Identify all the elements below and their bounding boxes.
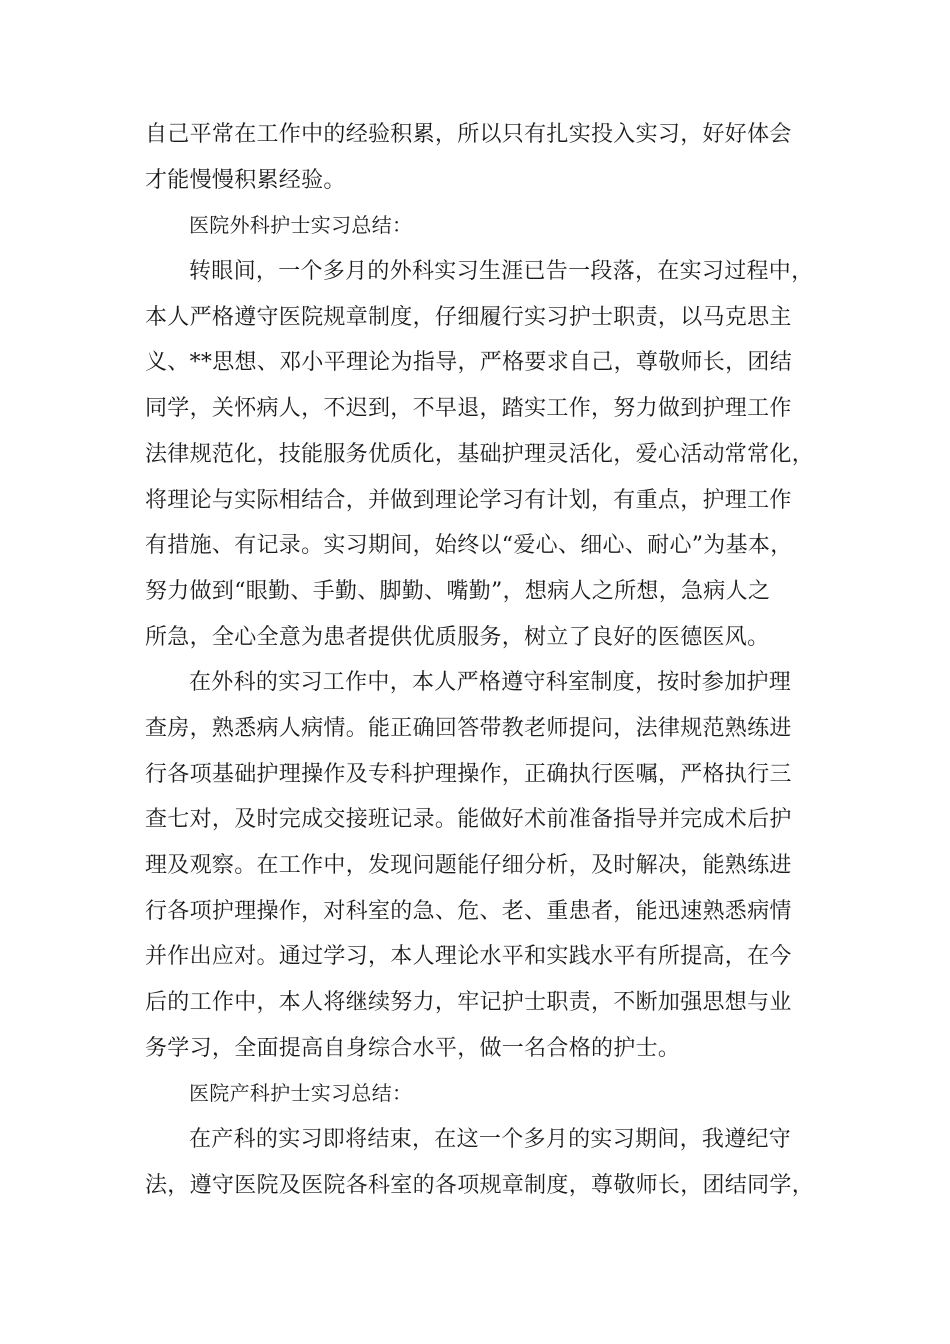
- text-line: 查七对，及时完成交接班记录。能做好术前准备指导并完成术后护: [145, 807, 792, 833]
- text-line: 理及观察。在工作中，发现问题能仔细分析，及时解决，能熟练进: [145, 853, 792, 878]
- text-line: 法，遵守医院及医院各科室的各项规章制度，尊敬师长，团结同学，: [145, 1172, 815, 1198]
- text-line: 自己平常在工作中的经验积累，所以只有扎实投入实习，好好体会: [145, 122, 792, 147]
- text-line: 同学，关怀病人，不迟到，不早退，踏实工作，努力做到护理工作: [145, 396, 792, 422]
- text-line: 义、**思想、邓小平理论为指导，严格要求自己，尊敬师长，团结: [145, 350, 793, 376]
- text-line: 有措施、有记录。实习期间，始终以“爱心、细心、耐心”为基本，: [145, 533, 793, 559]
- body-text: [145, 112, 825, 1209]
- text-line: 务学习，全面提高自身综合水平，做一名合格的护士。: [145, 1035, 681, 1061]
- text-line: 行各项护理操作，对科室的急、危、老、重患者，能迅速熟悉病情: [145, 898, 792, 924]
- text-line: 将理论与实际相结合，并做到理论学习有计划，有重点，护理工作: [145, 487, 792, 513]
- text-line: 努力做到“眼勤、手勤、脚勤、嘴勤”，想病人之所想，急病人之: [145, 578, 771, 604]
- text-line: 转眼间，一个多月的外科实习生涯已告一段落，在实习过程中，: [189, 259, 814, 285]
- text-line: 在外科的实习工作中，本人严格遵守科室制度，按时参加护理: [189, 670, 792, 696]
- text-line: 后的工作中，本人将继续努力，牢记护士职责，不断加强思想与业: [145, 990, 792, 1016]
- text-line: 才能慢慢积累经验。: [145, 167, 346, 193]
- text-line: 行各项基础护理操作及专科护理操作，正确执行医嘱，严格执行三: [145, 761, 792, 787]
- text-line: 在产科的实习即将结束，在这一个多月的实习期间，我遵纪守: [189, 1127, 792, 1153]
- text-line: 并作出应对。通过学习，本人理论水平和实践水平有所提高，在今: [145, 944, 792, 970]
- text-line: 查房，熟悉病人病情。能正确回答带教老师提问，法律规范熟练进: [145, 715, 792, 741]
- section-heading-obstetrics: 医院产科护士实习总结：: [189, 1081, 413, 1106]
- text-line: 本人严格遵守医院规章制度，仔细履行实习护士职责，以马克思主: [145, 304, 792, 330]
- text-line: 法律规范化，技能服务优质化，基础护理灵活化，爱心活动常常化，: [145, 441, 815, 467]
- section-heading-surgery: 医院外科护士实习总结：: [189, 213, 413, 238]
- text-line: 所急，全心全意为患者提供优质服务，树立了良好的医德医风。: [145, 624, 770, 650]
